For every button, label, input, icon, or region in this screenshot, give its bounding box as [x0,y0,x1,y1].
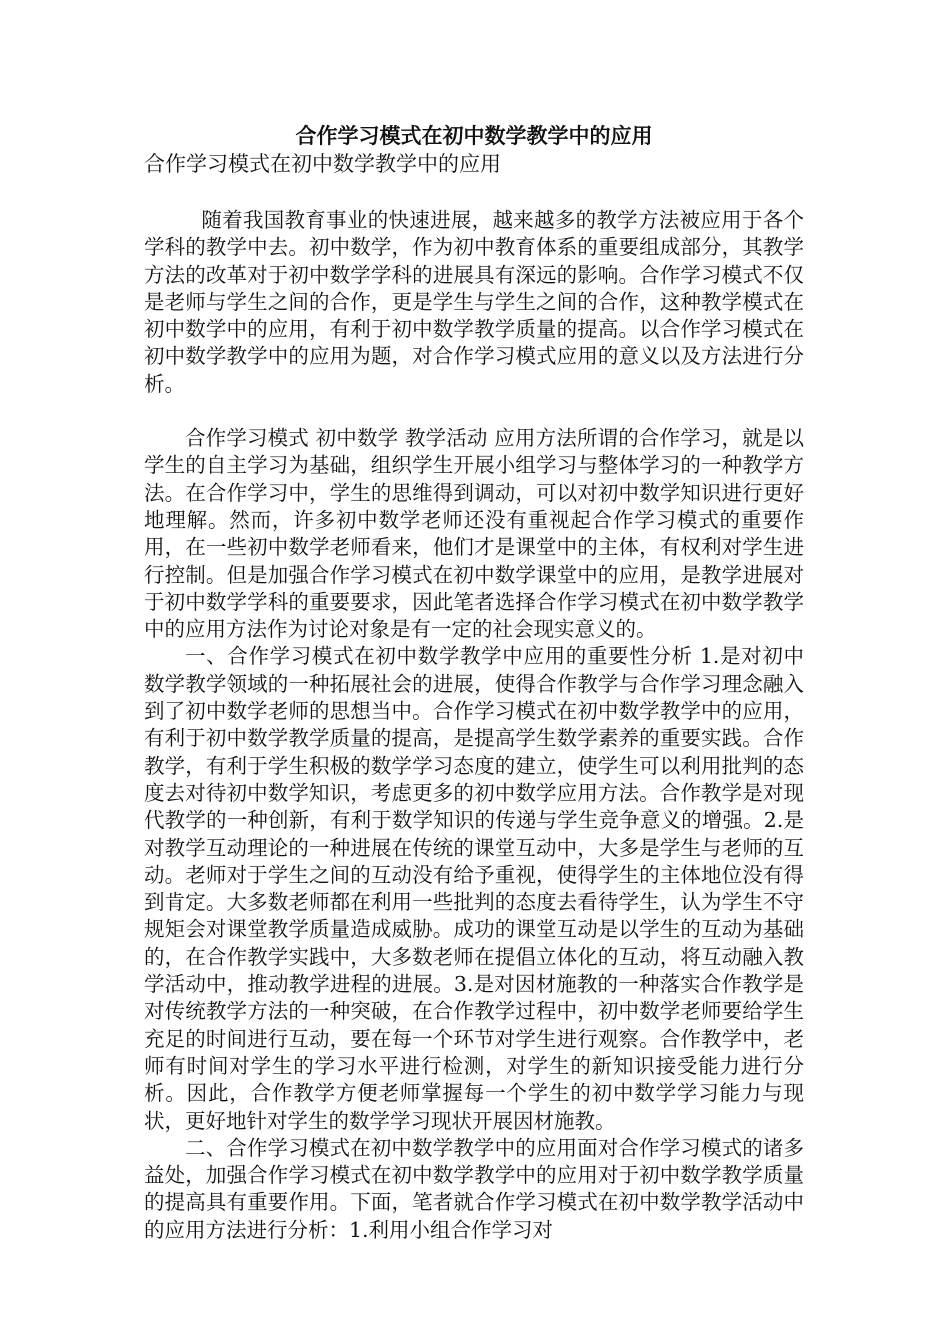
abstract-paragraph: 随着我国教育事业的快速进展，越来越多的教学方法被应用于各个学科的教学中去。初中数学，作为初中教育体系的重要组成部分，其教学方法的改革对于初中数学学科的进展具有深远的影响。合作学习模式不仅是老师与学生之间的合作，更是学生与学生之间的合作，这种教学模式在初中数学中的应用，有利于初中数学教学质量的提高。以合作学习模式在初中数学教学中的应用为题，对合作学习模式应用的意义以及方法进行分析。 [144,208,804,396]
document-title: 合作学习模式在初中数学教学中的应用 [295,123,653,148]
body-paragraph: 一、合作学习模式在初中数学教学中应用的重要性分析 1.是对初中数学教学领域的一种拓展社会的进展，使得合作教学与合作学习理念融入到了初中数学老师的思想当中。合作学习模式在初中数学教学中的应用，有利于初中数学教学质量的提高，是提高学生数学素养的重要实践。合作教学，有利于学生积极的数学学习态度的建立，使学生可以利用批判的态度去对待初中数学知识，考虑更多的初中数学应用方法。合作教学是对现代教学的一种创新，有利于数学知识的传递与学生竞争意义的增强。2.是对教学互动理论的一种进展在传统的课堂互动中，大多是学生与老师的互动。老师对于学生之间的互动没有给予重视，使得学生的主体地位没有得到肯定。大多数老师都在利用一些批判的态度去看待学生，认为学生不守规矩会对课堂教学质量造成威胁。成功的课堂互动是以学生的互动为基础的，在合作教学实践中，大多数老师在提倡立体化的互动，将互动融入教学活动中，推动教学进程的进展。3.是对因材施教的一种落实合作教学是对传统教学方法的一种突破，在合作教学过程中，初中数学老师要给学生充足的时间进行互动，要在每一个环节对学生进行观察。合作教学中，老师有时间对学生的学习水平进行检测，对学生的新知识接受能力进行分析。因此，合作教学方便老师掌握每一个学生的初中数学学习能力与现状，更好地针对学生的数学学习现状开展因材施教。 [144,644,804,1133]
body-paragraph: 合作学习模式 初中数学 教学活动 应用方法所谓的合作学习，就是以学生的自主学习为基础，组织学生开展小组学习与整体学习的一种教学方法。在合作学习中，学生的思维得到调动，可以对初中数学知识进行更好地理解。然而，许多初中数学老师还没有重视起合作学习模式的重要作用，在一些初中数学老师看来，他们才是课堂中的主体，有权利对学生进行控制。但是加强合作学习模式在初中数学课堂中的应用，是教学进展对于初中数学学科的重要要求，因此笔者选择合作学习模式在初中数学教学中的应用方法作为讨论对象是有一定的社会现实意义的。 [144,426,804,642]
body-paragraph: 二、合作学习模式在初中数学教学中的应用面对合作学习模式的诸多益处，加强合作学习模式在初中数学教学中的应用对于初中数学教学质量的提高具有重要作用。下面，笔者就合作学习模式在初中数学教学活动中的应用方法进行分析：1.利用小组合作学习对 [144,1135,804,1242]
document-page [144,122,804,1244]
document-subtitle: 合作学习模式在初中数学教学中的应用 [144,152,501,176]
